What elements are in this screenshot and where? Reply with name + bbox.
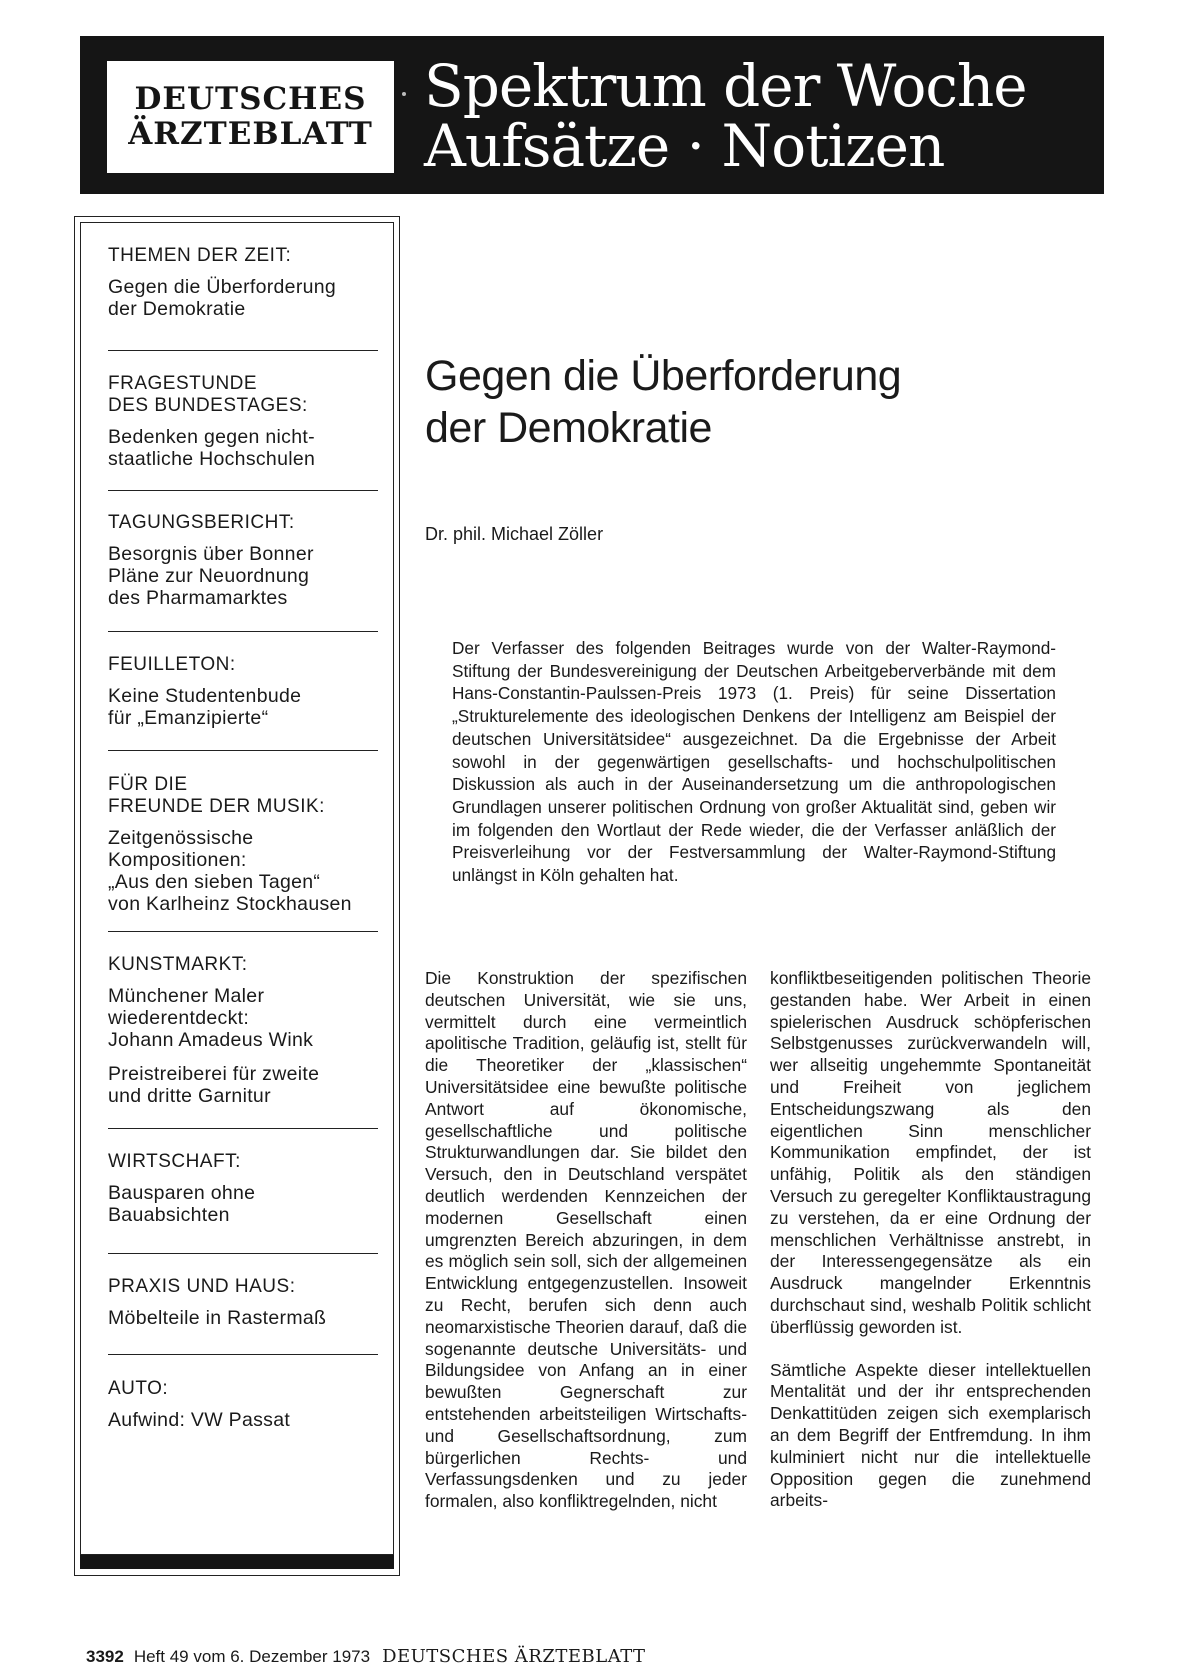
toc-heading: PRAXIS UND HAUS: xyxy=(108,1276,296,1297)
toc-item: Zeitgenössische Kompositionen: „Aus den sieben Tagen“ von Karlheinz Stockhausen xyxy=(108,827,352,915)
toc-item: Preistreiberei für zweite und dritte Garnitur xyxy=(108,1063,320,1107)
toc-heading: KUNSTMARKT: xyxy=(108,954,248,975)
toc-heading: AUTO: xyxy=(108,1378,169,1399)
body-paragraph: Sämtliche Aspekte dieser intellektuellen Mentalität und der ihr entsprechenden Denkattitüden zeigen sich exemplarisch an dem Begriff der Entfremdung. In ihm kulminiert nicht nur die intellektuelle Opposition gegen die zunehmend arbeits- xyxy=(770,1359,1091,1511)
article-column-right xyxy=(770,968,1091,1512)
section-title-line-1: Spektrum der Woche xyxy=(424,52,1027,120)
contents-sidebar xyxy=(74,216,400,1576)
article-column-left xyxy=(425,968,747,1513)
toc-section-fragestunde[interactable] xyxy=(108,373,380,470)
body-paragraph: Die Konstruktion der spezifischen deutschen Universität, wie sie uns, vermittelt durch eine vermeintlich apolitische Tradition, geläufig ist, stellt für die Theoretiker der „klassischen“ Universitätsidee eine bewußte politische Antwort auf ökonomische, gesellschaftliche und politische Strukturwandlungen dar. Sie bildet den Versuch, den in Deutschland verspätet deutlich werdenden Kennzeichen der modernen Gesellschaft einen umgrenzten Bereich abzuringen, in dem es möglich sein soll, sich der allgemeinen Entwicklung entgegenzustellen. Insoweit zu Recht, berufen sich denn auch neomarxistische Theorien darauf, daß die sogenannte deutsche Universitäts- und Bildungsidee von Anfang an in einer bewußten Gegnerschaft zur entstehenden arbeitsteiligen Wirtschafts- und Gesellschaftsordnung, zum bürgerlichen Rechts- und Verfassungsdenken und zu jeder formalen, also konfliktregelnden, nicht xyxy=(425,968,747,1512)
toc-section-musik[interactable] xyxy=(108,774,380,915)
body-paragraph: konfliktbeseitigenden politischen Theorie gestanden habe. Wer Arbeit in einen spielerischen Ausdruck schöpferischen Selbstgenusses zurückverwandeln will, wer allseitig ungehemmte Spontaneität und Freiheit von jeglichem Entscheidungszwang als den eigentlichen Sinn menschlicher Kommunikation empfindet, der ist unfähig, Politik als den ständigen Versuch zu geregelter Konfliktaustragung zu verstehen, da er eine Ordnung der menschlichen Verhältnisse anstrebt, in der Interessengegensätze als ein Ausdruck mangelnder Erkenntnis durchschaut sind, weshalb Politik schlicht überflüssig geworden ist. xyxy=(770,968,1091,1337)
article-author: Dr. phil. Michael Zöller xyxy=(425,524,604,544)
toc-item: Besorgnis über Bonner Pläne zur Neuordnung des Pharmamarktes xyxy=(108,543,314,609)
toc-item: Keine Studentenbude für „Emanzipierte“ xyxy=(108,685,302,729)
toc-divider xyxy=(108,631,378,632)
issue-info: Heft 49 vom 6. Dezember 1973 xyxy=(133,1647,371,1666)
toc-section-kunstmarkt[interactable] xyxy=(108,954,380,1107)
toc-section-tagungsbericht[interactable] xyxy=(108,512,380,609)
toc-heading: THEMEN DER ZEIT: xyxy=(108,245,292,266)
toc-divider xyxy=(108,750,378,751)
logo-line-2: ÄRZTEBLATT xyxy=(128,116,373,152)
toc-divider xyxy=(108,350,378,351)
toc-divider xyxy=(108,1354,378,1355)
toc-item: Gegen die Überforderung der Demokratie xyxy=(108,276,337,320)
separator-dot xyxy=(402,92,406,96)
contents-frame xyxy=(80,222,394,1555)
page-footer xyxy=(86,1646,646,1667)
toc-divider xyxy=(108,1253,378,1254)
article-intro: Der Verfasser des folgenden Beitrages wurde von der Walter-Raymond-Stiftung der Bundesvereinigung der Deutschen Arbeitgeberverbände mit dem Hans-Constantin-Paulssen-Preis 1973 (1. Preis) für seine Dissertation „Strukturelemente des ideologischen Denkens der Intelligenz am Beispiel der deutschen Universitätsidee“ ausgezeichnet. Da die Ergebnisse der Arbeit sowohl in der gegenwärtigen gesellschafts- und hochschulpolitischen Diskussion als auch in der Auseinandersetzung um die anthropologischen Grundlagen unserer politischen Ordnung von großer Aktualität sind, geben wir im folgenden den Wortlaut der Rede wieder, die der Verfasser anläßlich der Preisverleihung vor der Festversammlung der Walter-Raymond-Stiftung unlängst in Köln gehalten hat. xyxy=(452,638,1056,886)
toc-section-auto[interactable] xyxy=(108,1378,380,1431)
toc-heading: FEUILLETON: xyxy=(108,654,236,675)
sidebar-bottom-bar xyxy=(80,1555,394,1569)
masthead-banner xyxy=(80,36,1104,194)
toc-heading: FRAGESTUNDE DES BUNDESTAGES: xyxy=(108,373,308,416)
toc-section-themen[interactable] xyxy=(108,245,380,320)
toc-heading: TAGUNGSBERICHT: xyxy=(108,512,295,533)
toc-divider xyxy=(108,931,378,932)
logo-line-1: DEUTSCHES xyxy=(134,81,367,117)
toc-item: Bedenken gegen nicht- staatliche Hochschulen xyxy=(108,426,316,470)
section-title-line-2: Aufsätze · Notizen xyxy=(424,112,945,180)
toc-heading: FÜR DIE FREUNDE DER MUSIK: xyxy=(108,774,325,817)
article-title: Gegen die Überforderung der Demokratie xyxy=(425,352,902,452)
footer-magazine-name: DEUTSCHES ÄRZTEBLATT xyxy=(382,1646,646,1667)
toc-section-praxis[interactable] xyxy=(108,1276,380,1329)
toc-item: Möbelteile in Rastermaß xyxy=(108,1307,327,1329)
page-number: 3392 xyxy=(86,1647,124,1666)
toc-divider xyxy=(108,490,378,491)
toc-section-wirtschaft[interactable] xyxy=(108,1151,380,1226)
toc-item: Aufwind: VW Passat xyxy=(108,1409,291,1431)
magazine-logo xyxy=(107,61,394,173)
toc-item: Bausparen ohne Bauabsichten xyxy=(108,1182,256,1226)
toc-section-feuilleton[interactable] xyxy=(108,654,380,729)
toc-heading: WIRTSCHAFT: xyxy=(108,1151,241,1172)
toc-divider xyxy=(108,1128,378,1129)
toc-item: Münchener Maler wiederentdeckt: Johann Amadeus Wink xyxy=(108,985,314,1051)
